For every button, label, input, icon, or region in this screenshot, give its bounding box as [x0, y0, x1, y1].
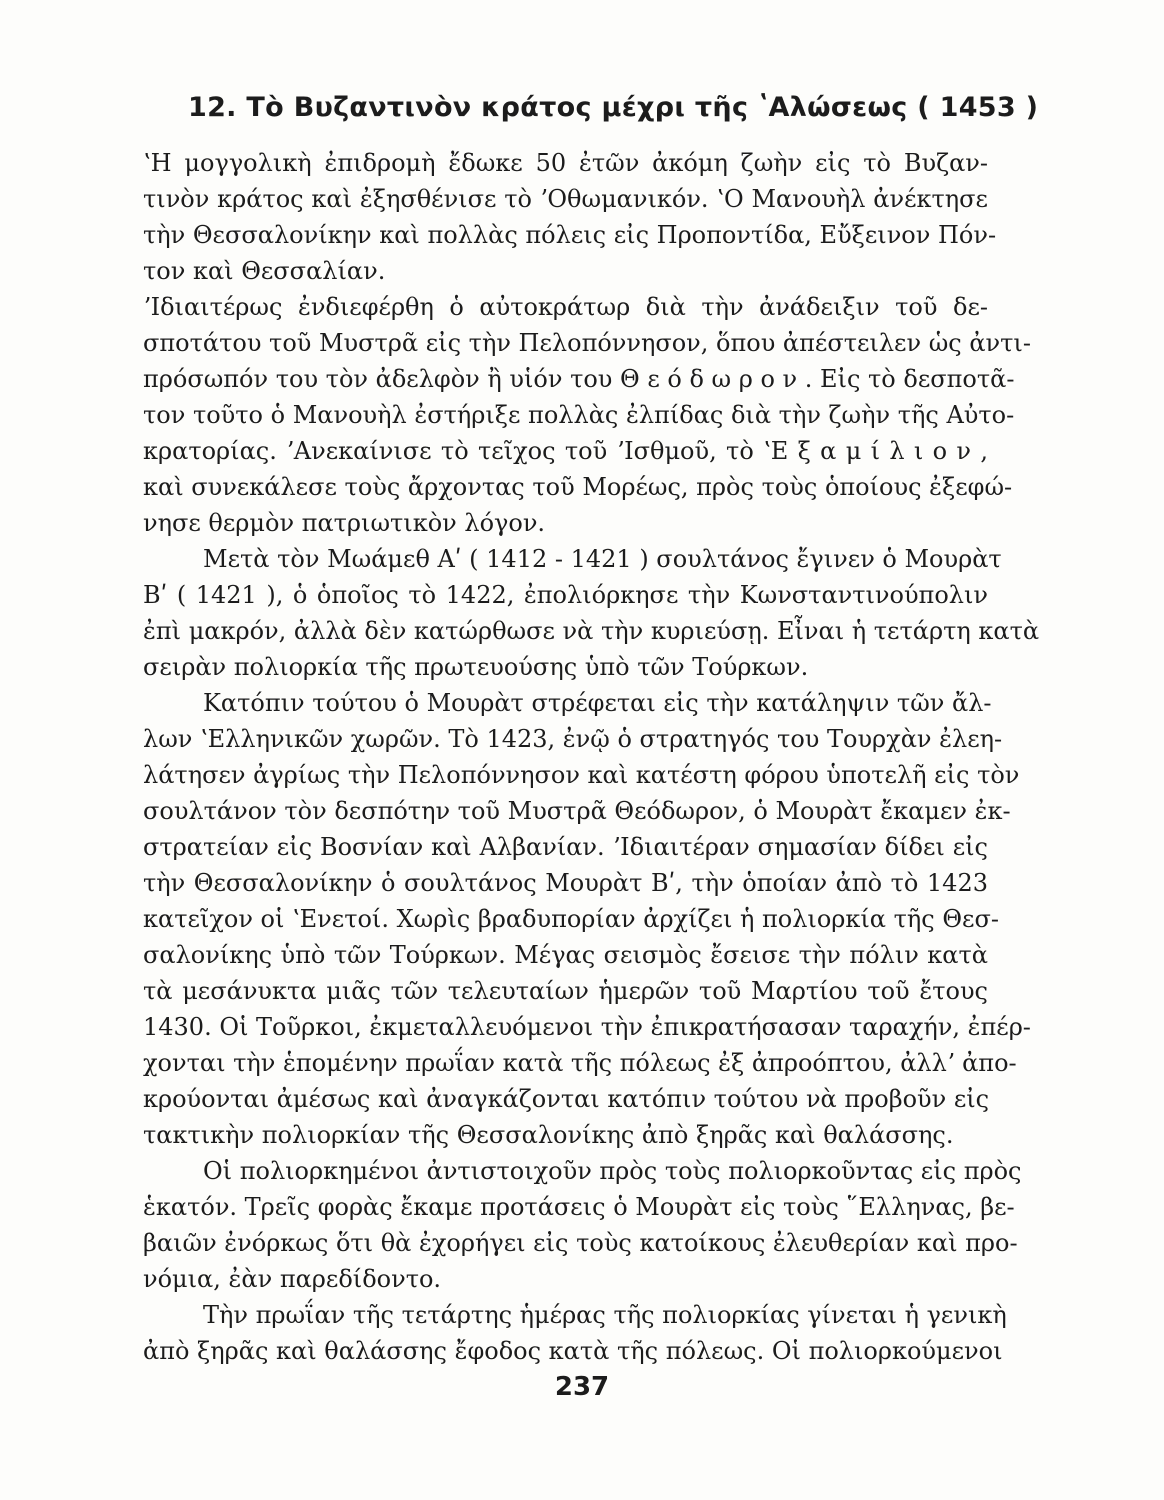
text-line: σειρὰν πολιορκία τῆς πρωτευούσης ὑπὸ τῶν Τούρκων.	[143, 653, 809, 681]
text-line: Τὴν πρωΐαν τῆς τετάρτης ἡμέρας τῆς πολιορκίας γίνεται ἡ γενικὴ	[203, 1301, 1007, 1329]
text-line: ἑκατόν. Τρεῖς φορὰς ἔκαμε προτάσεις ὁ Μουρὰτ εἰς τοὺς ῞Ελληνας, βε-	[143, 1193, 1015, 1221]
text-line: καὶ συνεκάλεσε τοὺς ἄρχοντας τοῦ Μορέως, πρὸς τοὺς ὁποίους ἐξεφώ-	[143, 473, 1013, 501]
text-line: ἐπὶ μακρόν, ἀλλὰ δὲν κατώρθωσε νὰ τὴν κυριεύσῃ. Εἶναι ἡ τετάρτη κατὰ	[143, 617, 1040, 645]
section-title: 12. Τὸ Βυζαντινὸν κράτος μέχρι τῆς ʽΑλώσεως ( 1453 )	[188, 92, 1039, 123]
text-line: σαλονίκης ὑπὸ τῶν Τούρκων. Μέγας σεισμὸς ἔσεισε τὴν πόλιν κατὰ	[143, 941, 988, 969]
text-line: σποτάτου τοῦ Μυστρᾶ εἰς τὴν Πελοπόννησον, ὅπου ἀπέστειλεν ὡς ἀντι-	[143, 329, 1031, 357]
text-line: 1430. Οἱ Τοῦρκοι, ἐκμεταλλευόμενοι τὴν ἐπικρατήσασαν ταραχήν, ἐπέρ-	[143, 1013, 1031, 1041]
text-line: κατεῖχον οἱ ʽΕνετοί. Χωρὶς βραδυπορίαν ἀρχίζει ἡ πολιορκία τῆς Θεσ-	[143, 905, 999, 933]
text-line: ἀπὸ ξηρᾶς καὶ θαλάσσης ἔφοδος κατὰ τῆς πόλεως. Οἱ πολιορκούμενοι	[143, 1337, 1003, 1365]
text-line: τὰ μεσάνυκτα μιᾶς τῶν τελευταίων ἡμερῶν τοῦ Μαρτίου τοῦ ἔτους	[143, 977, 988, 1005]
text-line: Κατόπιν τούτου ὁ Μουρὰτ στρέφεται εἰς τὴν κατάληψιν τῶν ἄλ-	[203, 689, 992, 717]
text-line: βαιῶν ἐνόρκως ὅτι θὰ ἐχορήγει εἰς τοὺς κατοίκους ἐλευθερίαν καὶ προ-	[143, 1229, 1018, 1257]
text-line: τον τοῦτο ὁ Μανουὴλ ἐστήριξε πολλὰς ἐλπίδας διὰ τὴν ζωὴν τῆς Αὐτο-	[143, 401, 1015, 429]
page-number: 237	[554, 1372, 610, 1402]
text-line: σουλτάνον τὸν δεσπότην τοῦ Μυστρᾶ Θεόδωρον, ὁ Μουρὰτ ἔκαμεν ἐκ-	[143, 797, 1011, 825]
text-line: χονται τὴν ἑπομένην πρωΐαν κατὰ τῆς πόλεως ἐξ ἀπροόπτου, ἀλλʼ ἀπο-	[143, 1049, 1017, 1077]
text-line: Μετὰ τὸν Μωάμεθ Αʹ ( 1412 - 1421 ) σουλτάνος ἔγινεν ὁ Μουρὰτ	[203, 545, 1002, 573]
text-line: τὴν Θεσσαλονίκην καὶ πολλὰς πόλεις εἰς Προποντίδα, Εὔξεινον Πόν-	[143, 221, 997, 249]
text-line: Βʹ ( 1421 ), ὁ ὁποῖος τὸ 1422, ἐπολιόρκησε τὴν Κωνσταντινούπολιν	[143, 581, 988, 609]
text-line: νησε θερμὸν πατριωτικὸν λόγον.	[143, 509, 546, 537]
text-line: τὴν Θεσσαλονίκην ὁ σουλτάνος Μουρὰτ Βʹ, τὴν ὁποίαν ἀπὸ τὸ 1423	[143, 869, 988, 897]
text-line: τινὸν κράτος καὶ ἐξησθένισε τὸ ʼΟθωμανικόν. ʽΟ Μανουὴλ ἀνέκτησε	[143, 185, 988, 213]
text-line: τον καὶ Θεσσαλίαν.	[143, 257, 386, 285]
text-line: Οἱ πολιορκημένοι ἀντιστοιχοῦν πρὸς τοὺς πολιορκοῦντας εἰς πρὸς	[203, 1157, 1022, 1185]
text-line: πρόσωπόν του τὸν ἀδελφὸν ἢ υἱόν του Θ ε ό δ ω ρ ο ν . Εἰς τὸ δεσποτᾶ-	[143, 365, 1015, 393]
text-line: νόμια, ἐὰν παρεδίδοντο.	[143, 1265, 442, 1293]
text-line: λάτησεν ἀγρίως τὴν Πελοπόννησον καὶ κατέστη φόρου ὑποτελῆ εἰς τὸν	[143, 761, 1020, 789]
text-line: κρούονται ἀμέσως καὶ ἀναγκάζονται κατόπιν τούτου νὰ προβοῦν εἰς	[143, 1085, 990, 1113]
body-text	[143, 145, 1040, 1369]
text-line: λων ʽΕλληνικῶν χωρῶν. Τὸ 1423, ἐνῷ ὁ στρατηγός του Τουρχὰν ἐλεη-	[143, 725, 1003, 753]
text-line: τακτικὴν πολιορκίαν τῆς Θεσσαλονίκης ἀπὸ ξηρᾶς καὶ θαλάσσης.	[143, 1121, 954, 1149]
text-line: στρατείαν εἰς Βοσνίαν καὶ Αλβανίαν. ʼΙδιαιτέραν σημασίαν δίδει εἰς	[143, 833, 988, 861]
text-line: ʽΗ μογγολικὴ ἐπιδρομὴ ἔδωκε 50 ἐτῶν ἀκόμη ζωὴν εἰς τὸ Βυζαν-	[143, 149, 988, 177]
text-line: κρατορίας. ʼΑνεκαίνισε τὸ τεῖχος τοῦ ʼΙσθμοῦ, τὸ ʽΕ ξ α μ ί λ ι ο ν ,	[143, 437, 988, 465]
text-line: ʼΙδιαιτέρως ἐνδιεφέρθη ὁ αὐτοκράτωρ διὰ τὴν ἀνάδειξιν τοῦ δε-	[143, 293, 988, 321]
